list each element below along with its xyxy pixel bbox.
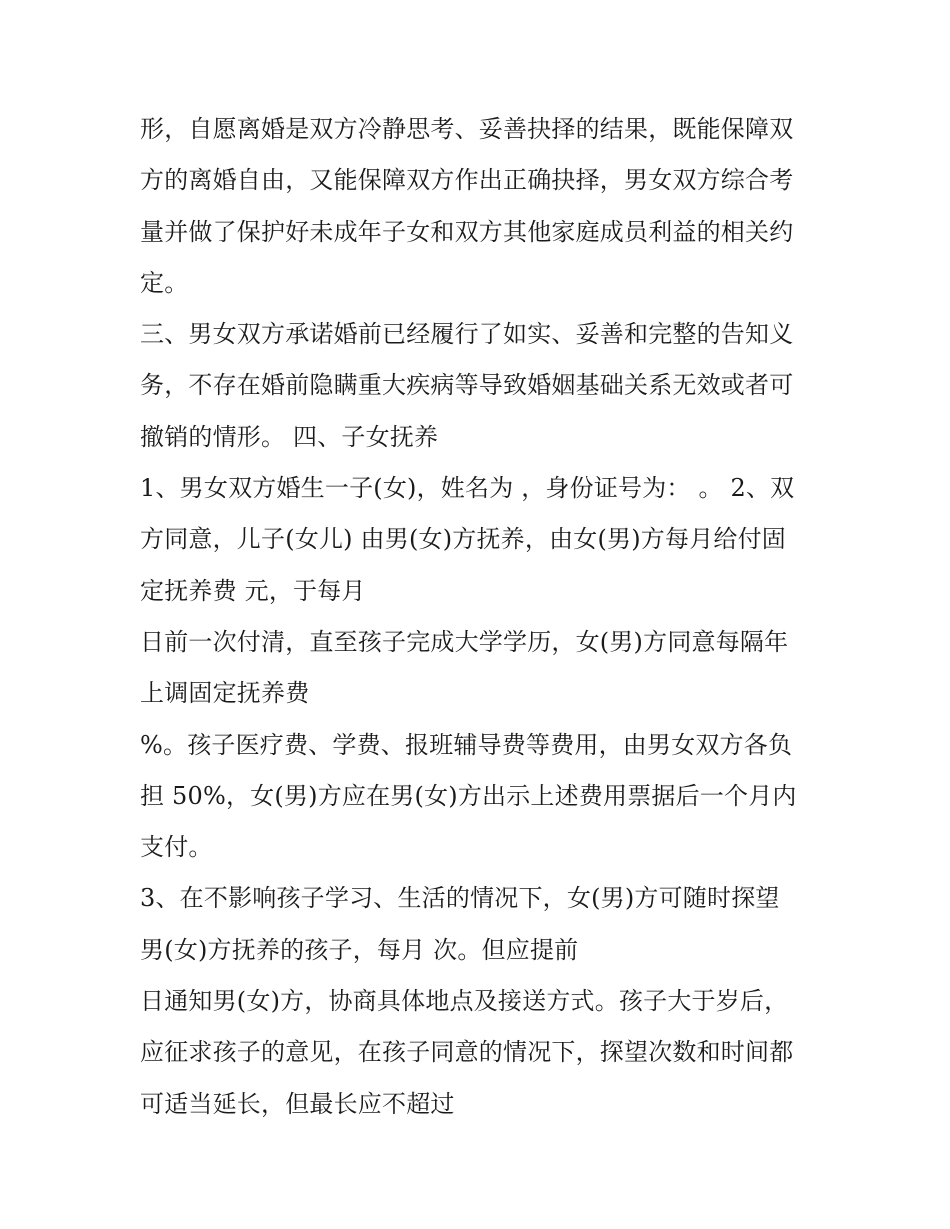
text-line: 量并做了保护好未成年子女和双方其他家庭成员利益的相关约 — [140, 217, 794, 246]
section-three-line: 三、男女双方承诺婚前已经履行了如实、妥善和完整的告知义 — [140, 320, 794, 349]
section-four-heading-line: 撤销的情形。 四、子女抚养 — [140, 422, 439, 451]
text-line: 上调固定抚养费 — [140, 679, 310, 708]
text-line: 应征求孩子的意见，在孩子同意的情况下，探望次数和时间都 — [140, 1038, 794, 1067]
document-body — [140, 104, 820, 1130]
text-line: 形，自愿离婚是双方冷静思考、妥善抉择的结果，既能保障双 — [140, 115, 794, 143]
text-line: %。孩子医疗费、学费、报班辅导费等费用，由男女双方各负 — [140, 730, 793, 759]
text-line: 定抚养费 元，于每月 — [140, 576, 366, 605]
text-line: 方同意，儿子(女儿) 由男(女)方抚养，由女(男)方每月给付固 — [140, 525, 787, 554]
text-line: 日通知男(女)方，协商具体地点及接送方式。孩子大于岁后， — [140, 987, 789, 1016]
text-line: 支付。 — [140, 833, 213, 862]
text-line: 可适当延长，但最长应不超过 — [140, 1089, 455, 1118]
text-line: 男(女)方抚养的孩子，每月 次。但应提前 — [140, 935, 579, 964]
text-line: 担 50%，女(男)方应在男(女)方出示上述费用票据后一个月内 — [140, 781, 797, 810]
text-line: 日前一次付清，直至孩子完成大学学历，女(男)方同意每隔年 — [140, 627, 789, 656]
text-line: 务，不存在婚前隐瞒重大疾病等导致婚姻基础关系无效或者可 — [140, 371, 794, 400]
text-line: 定。 — [140, 268, 189, 297]
clause-three-line: 3、在不影响孩子学习、生活的情况下，女(男)方可随时探望 — [140, 884, 780, 913]
clause-one-line: 1、男女双方婚生一子(女)，姓名为 ，身份证号为： 。 2、双 — [140, 474, 795, 503]
text-line: 方的离婚自由，又能保障双方作出正确抉择，男女双方综合考 — [140, 166, 794, 195]
